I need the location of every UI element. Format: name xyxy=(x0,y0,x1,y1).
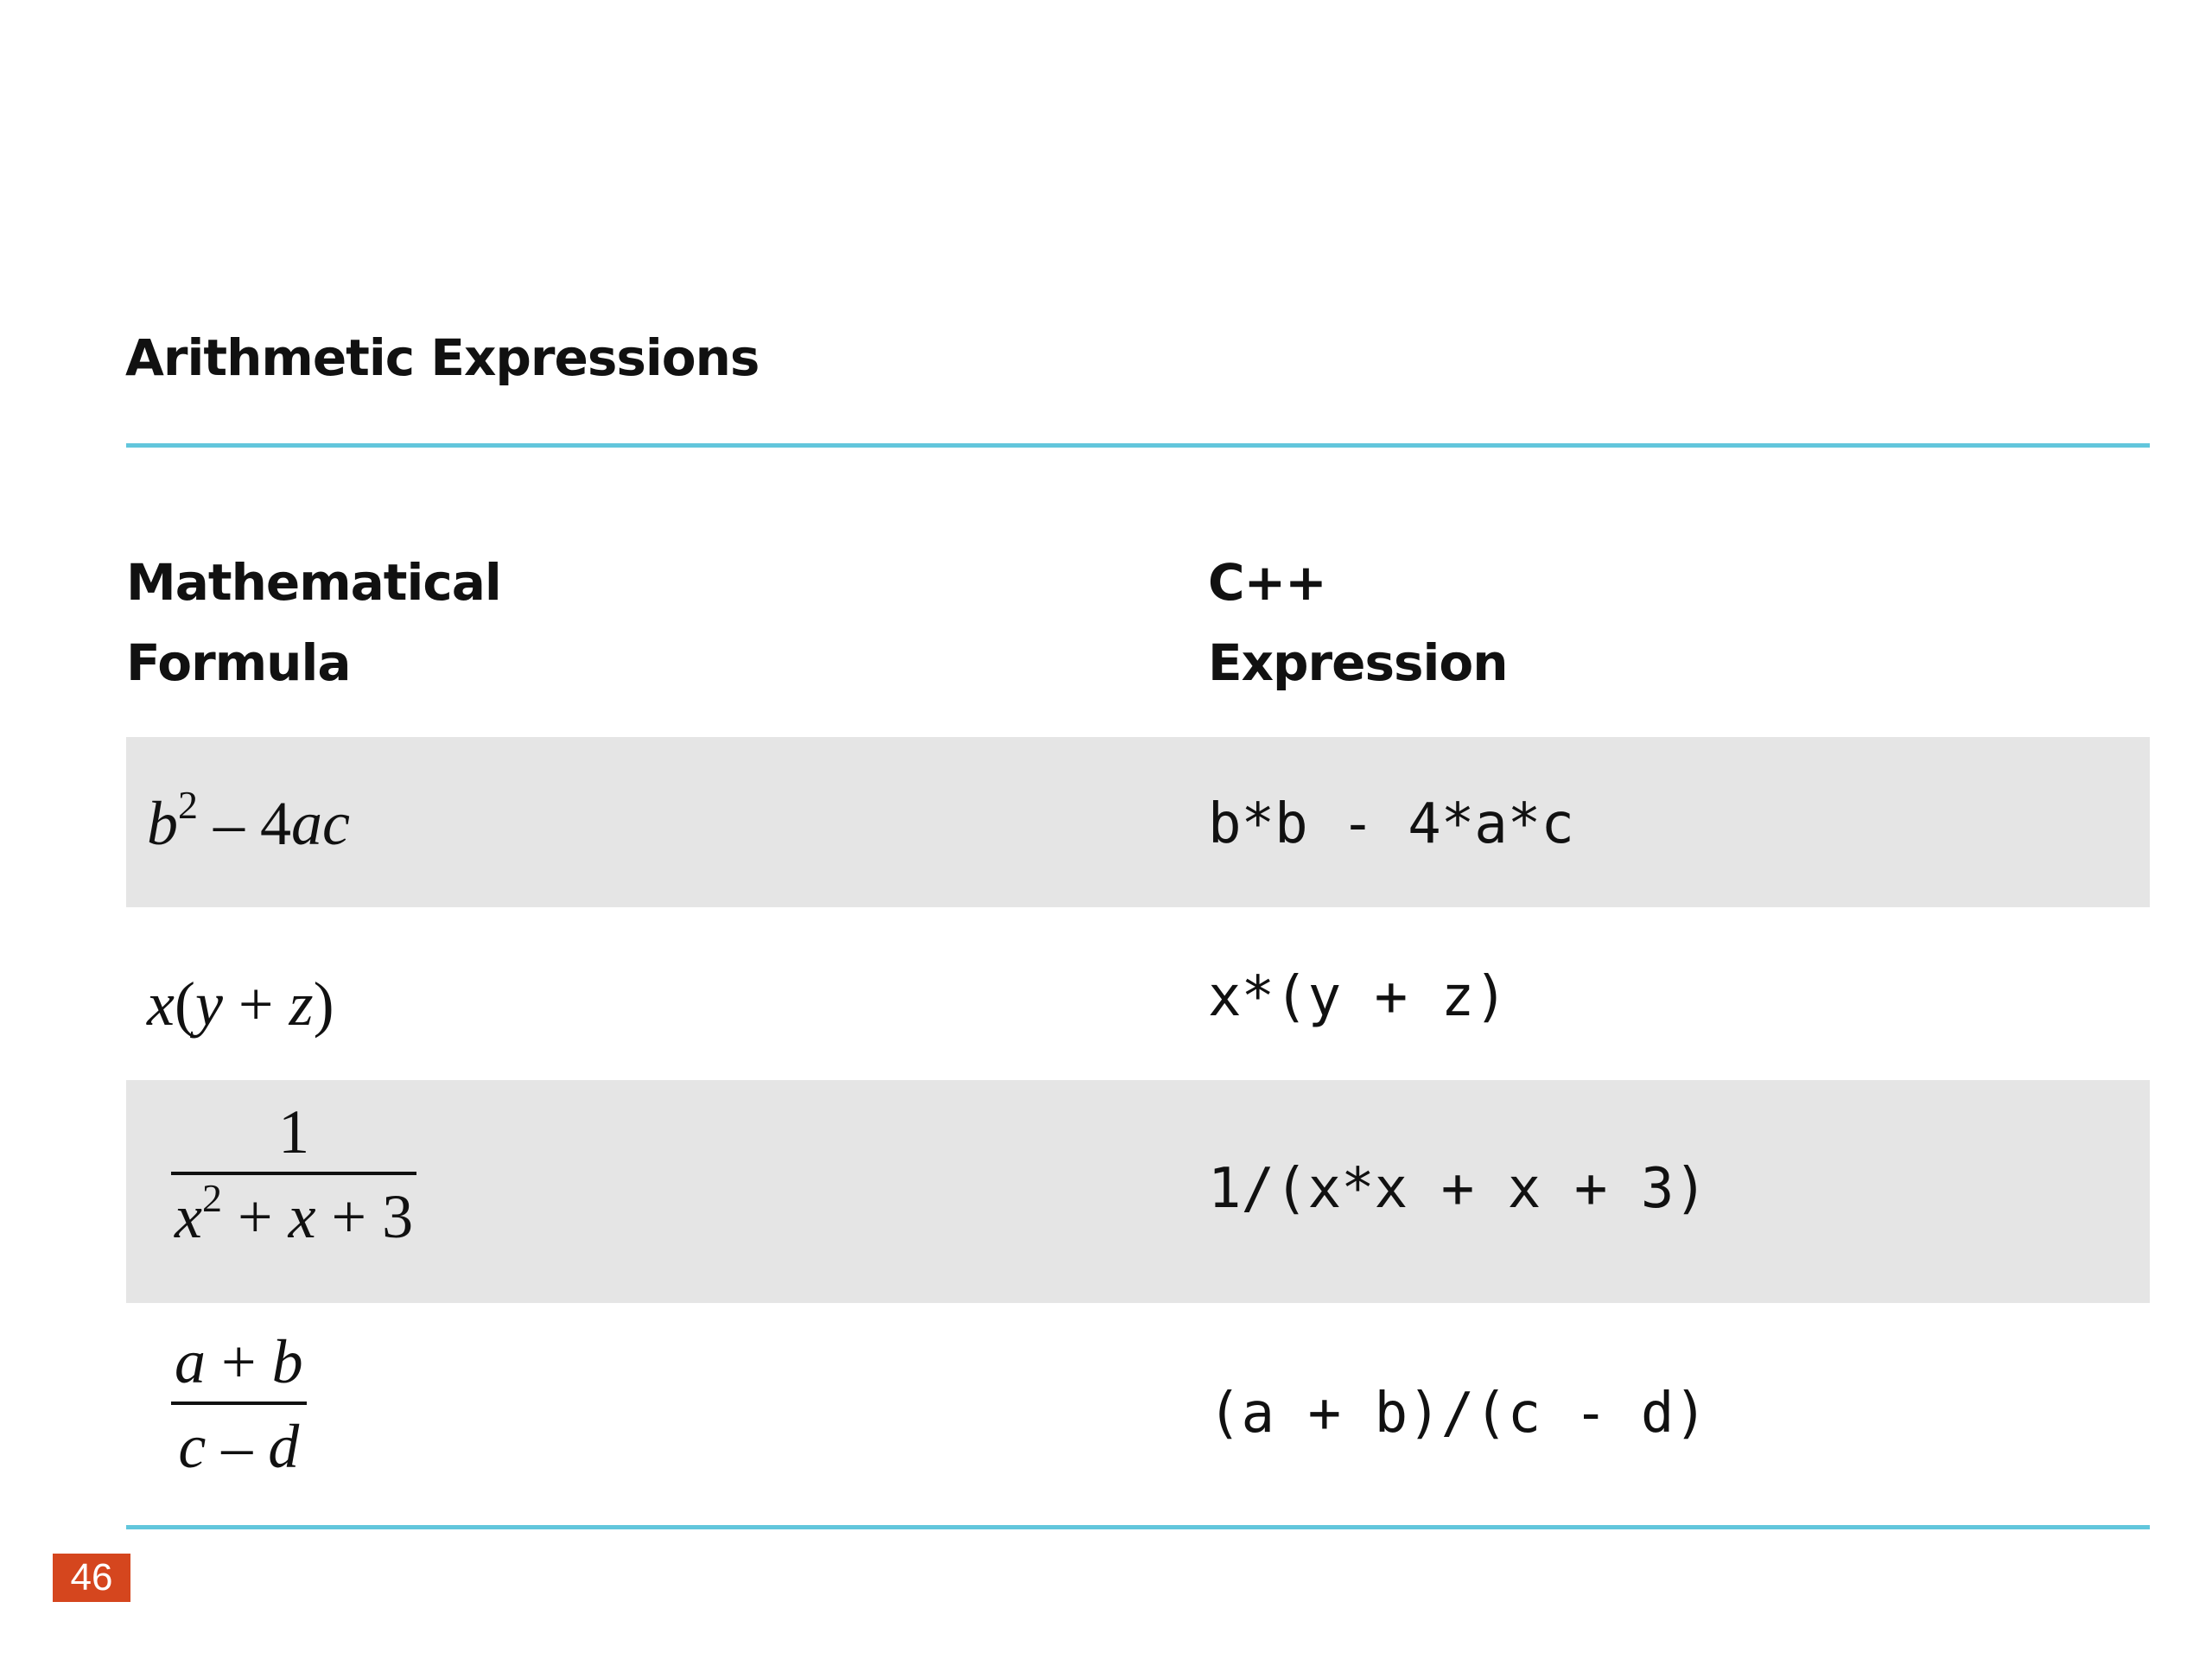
formula-var: b xyxy=(147,789,178,858)
cpp-expression-cell: 1/(x*x + x + 3) xyxy=(1208,1157,1707,1221)
cpp-expression-cell: b*b - 4*a*c xyxy=(1208,792,1574,856)
formula-var: x xyxy=(288,1182,316,1251)
cpp-expression-cell: x*(y + z) xyxy=(1208,965,1508,1029)
fraction-denominator xyxy=(175,1412,302,1481)
formula-var: c xyxy=(178,1412,207,1481)
formula-text: – xyxy=(206,1412,269,1481)
formula-cell xyxy=(171,1327,307,1481)
bottom-rule xyxy=(126,1525,2150,1529)
formula-var: d xyxy=(268,1412,300,1481)
table-row xyxy=(126,1080,2150,1303)
formula-text: ) xyxy=(313,969,334,1039)
formula-var: x xyxy=(147,969,175,1039)
table-row xyxy=(126,907,2150,1080)
formula-text: ( xyxy=(174,969,195,1039)
fraction-numerator xyxy=(171,1327,307,1396)
header-formula-line2: Formula xyxy=(126,633,351,692)
formula-exponent: 2 xyxy=(178,783,198,827)
header-formula-line1: Mathematical xyxy=(126,553,501,612)
formula-cell xyxy=(147,969,334,1039)
formula-var: y xyxy=(194,969,223,1039)
fraction-bar xyxy=(171,1172,416,1175)
formula-text: + 3 xyxy=(315,1182,414,1251)
formula-text: + xyxy=(206,1327,272,1396)
header-cpp-line1: C++ xyxy=(1208,553,1326,612)
formula-cell xyxy=(171,1097,416,1251)
formula-text: + xyxy=(222,969,289,1039)
column-header-cpp xyxy=(1208,543,1508,703)
formula-var: x xyxy=(175,1182,202,1251)
fraction-numerator: 1 xyxy=(278,1097,310,1166)
top-rule xyxy=(126,443,2150,448)
page-title: Arithmetic Expressions xyxy=(125,328,760,387)
formula-cell xyxy=(147,783,350,858)
formula-exponent: 2 xyxy=(201,1176,222,1220)
formula-var: a xyxy=(175,1327,206,1396)
column-header-formula xyxy=(126,543,501,703)
formula-text: + xyxy=(221,1182,289,1251)
page-number-badge: 46 xyxy=(53,1554,130,1602)
formula-var: b xyxy=(271,1327,303,1396)
header-cpp-line2: Expression xyxy=(1208,633,1508,692)
formula-text: – 4 xyxy=(198,789,291,858)
fraction-denominator xyxy=(171,1176,416,1251)
formula-var: ac xyxy=(291,789,350,858)
fraction-bar xyxy=(171,1402,307,1405)
table-row xyxy=(126,737,2150,907)
formula-var: z xyxy=(289,969,314,1039)
cpp-expression-cell: (a + b)/(c - d) xyxy=(1208,1382,1707,1446)
table-row xyxy=(126,1303,2150,1525)
